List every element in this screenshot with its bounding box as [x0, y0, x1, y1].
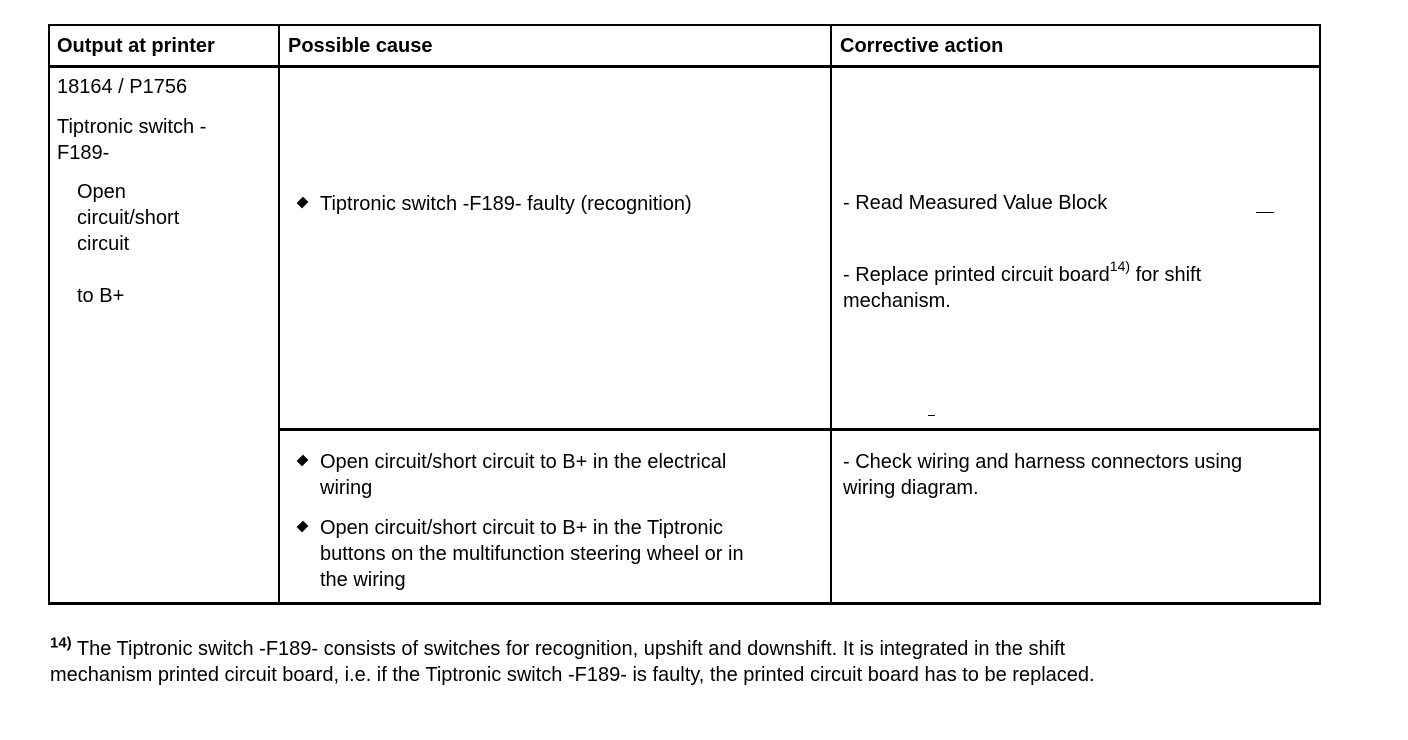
- header-output-at-printer: Output at printer: [57, 35, 215, 57]
- diagnostic-table: [48, 24, 1321, 605]
- action-check-wiring-line1: - Check wiring and harness connectors using: [843, 451, 1243, 473]
- table-top-border: [48, 24, 1321, 26]
- fault-code: 18164 / P1756: [57, 76, 188, 98]
- bullet-diamond-icon: [297, 197, 309, 209]
- fault-type-line1: Open: [77, 181, 126, 203]
- footnote-marker: 14): [50, 634, 72, 652]
- cause-text-line2: wiring: [320, 477, 373, 499]
- bullet-diamond-icon: [297, 521, 309, 533]
- cause-text: Tiptronic switch -F189- faulty (recognition): [320, 193, 692, 215]
- action-check-wiring-line2: wiring diagram.: [843, 477, 979, 499]
- table-right-border: [1319, 24, 1321, 605]
- component-name-line1: Tiptronic switch -: [57, 116, 207, 138]
- row-divider: [279, 428, 1321, 431]
- fault-type-line2: circuit/short: [77, 207, 180, 229]
- scan-mark: [1256, 212, 1274, 213]
- footnote-line1: [50, 636, 1300, 662]
- action-read-measured-value: - Read Measured Value Block: [843, 192, 1108, 214]
- cause-text-line2: buttons on the multifunction steering wheel or in: [320, 543, 744, 565]
- fault-target: to B+: [77, 285, 125, 307]
- header-possible-cause: Possible cause: [288, 35, 433, 57]
- component-name-line2: F189-: [57, 142, 110, 164]
- cause-text-line3: the wiring: [320, 569, 406, 591]
- fault-type-line3: circuit: [77, 233, 130, 255]
- action-replace-board-line2: mechanism.: [843, 290, 951, 312]
- table-bottom-border: [48, 602, 1321, 605]
- table-left-border: [48, 24, 50, 605]
- column-divider-1: [278, 24, 280, 605]
- bullet-diamond-icon: [297, 455, 309, 467]
- action-replace-text: - Replace printed circuit board: [843, 264, 1110, 286]
- footnote-ref[interactable]: 14): [1109, 258, 1131, 275]
- scan-mark: [928, 415, 935, 416]
- footnote-text-line2: mechanism printed circuit board, i.e. if the Tiptronic switch -F189- is faulty, the printed circuit board has to be replaced.: [50, 664, 1095, 686]
- cause-text-line1: Open circuit/short circuit to B+ in the electrical: [320, 451, 727, 473]
- header-corrective-action: Corrective action: [840, 35, 1004, 57]
- footnote: [50, 636, 1300, 688]
- header-bottom-border: [48, 65, 1321, 68]
- cause-text-line1: Open circuit/short circuit to B+ in the Tiptronic: [320, 517, 723, 539]
- action-replace-board: [843, 258, 1202, 288]
- footnote-text-line1: The Tiptronic switch -F189- consists of switches for recognition, upshift and downshift. It is integrated in the shift: [71, 638, 1066, 660]
- column-divider-2: [830, 24, 832, 605]
- action-replace-text-post: for shift: [1130, 264, 1202, 286]
